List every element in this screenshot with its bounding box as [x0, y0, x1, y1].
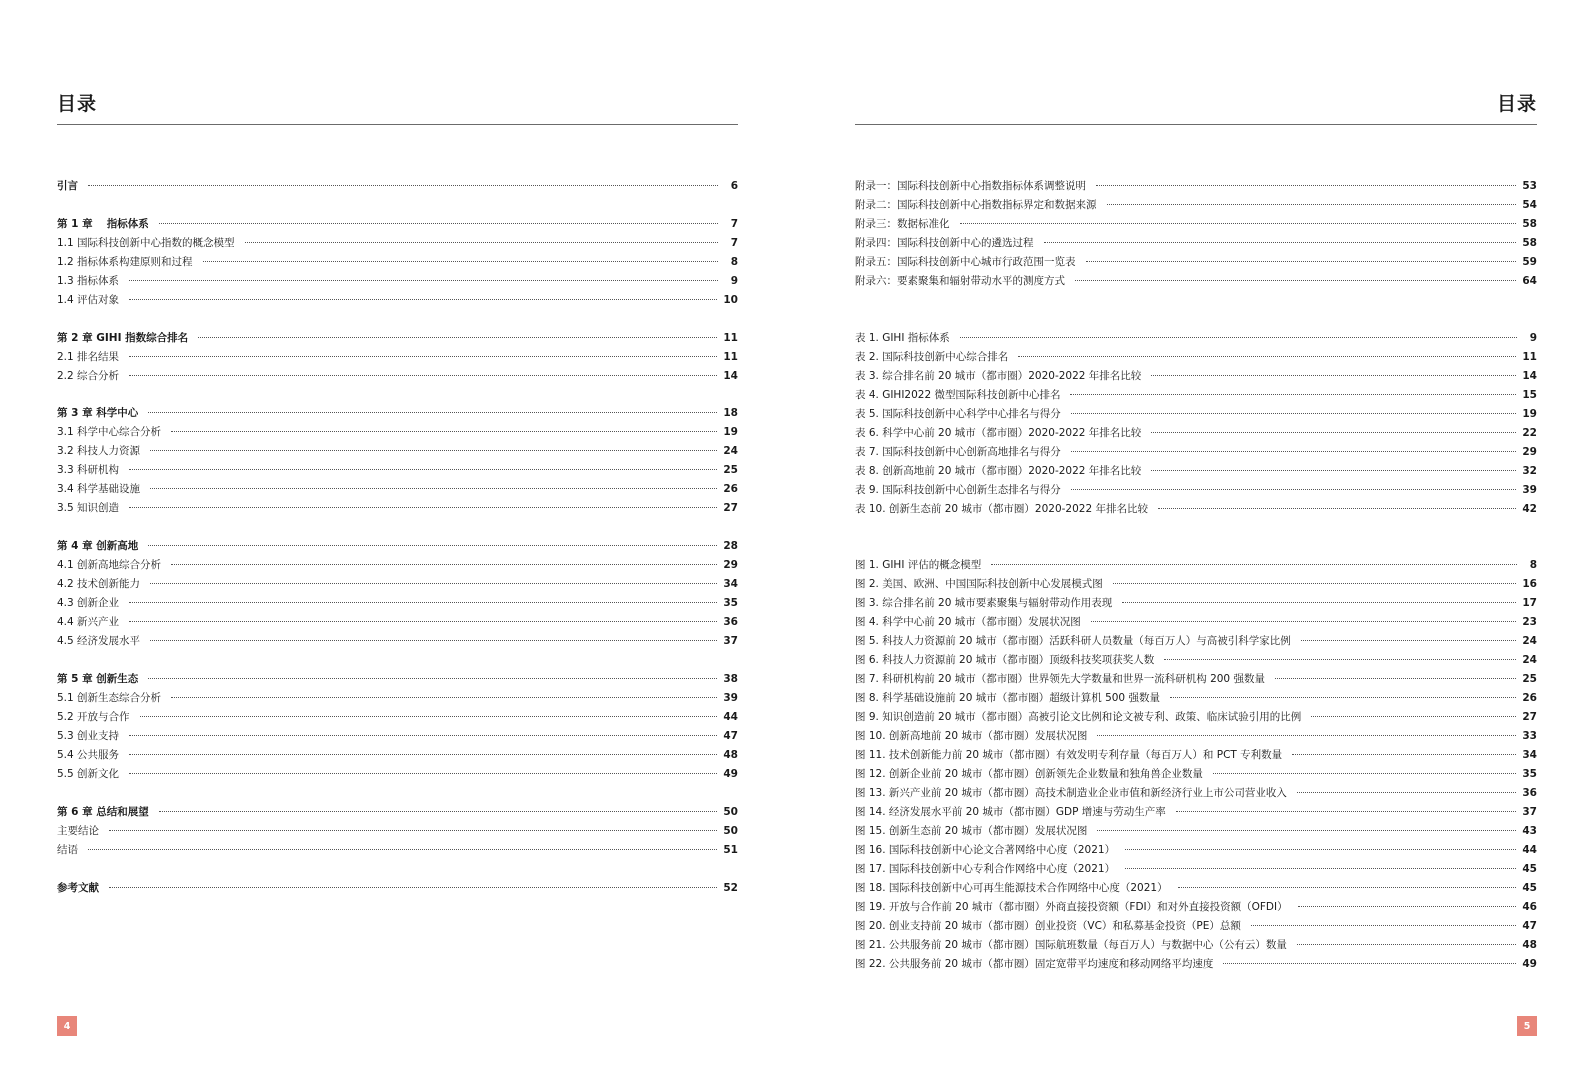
dot-leader — [129, 280, 718, 281]
toc-entry-page-number: 58 — [1522, 218, 1537, 230]
dot-leader — [129, 469, 717, 470]
dot-leader — [1044, 242, 1517, 243]
dot-leader — [159, 223, 718, 224]
toc-entry[interactable] — [57, 253, 738, 272]
toc-entry-page-number: 59 — [1522, 256, 1537, 268]
toc-entry-page-number: 14 — [1522, 369, 1537, 382]
toc-entry[interactable] — [57, 423, 738, 442]
toc-entry-page-number: 39 — [1522, 483, 1537, 496]
dot-leader — [171, 697, 717, 698]
toc-entry-page-number: 36 — [723, 616, 738, 629]
dot-leader — [129, 621, 717, 622]
toc-entry-page-number: 8 — [730, 255, 738, 268]
dot-leader — [148, 678, 717, 679]
toc-entry[interactable] — [57, 765, 738, 784]
toc-entry-label: 5.5 创新文化 — [57, 767, 120, 780]
toc-entry-page-number: 17 — [1522, 597, 1537, 610]
toc-entry-page-number: 11 — [723, 350, 738, 363]
dot-leader — [1292, 754, 1516, 755]
toc-entry-label: 第 2 章 GIHI 指数综合排名 — [57, 331, 189, 344]
toc-entry-label: 4.5 经济发展水平 — [57, 635, 141, 648]
toc-entry-label: 附录四：国际科技创新中心的遴选过程 — [855, 237, 1034, 249]
toc-entry-label: 表 1. GIHI 指标体系 — [855, 331, 950, 344]
toc-entry-page-number: 23 — [1522, 616, 1537, 629]
toc-entry[interactable] — [57, 575, 738, 594]
toc-entry[interactable] — [855, 670, 1537, 689]
toc-entry-page-number: 54 — [1522, 199, 1537, 211]
toc-entry-page-number: 52 — [723, 881, 738, 894]
dot-leader — [129, 375, 717, 376]
toc-entry-page-number: 53 — [1522, 180, 1537, 192]
title-divider — [57, 124, 738, 125]
dot-leader — [1107, 204, 1517, 205]
toc-entry-label: 表 3. 综合排名前 20 城市（都市圈）2020-2022 年排名比较 — [855, 369, 1142, 382]
group-spacer — [57, 651, 738, 670]
toc-entry-page-number: 45 — [1522, 882, 1537, 895]
toc-entry[interactable] — [855, 613, 1537, 632]
toc-entry-label: 表 10. 创新生态前 20 城市（都市圈）2020-2022 年排名比较 — [855, 502, 1148, 515]
toc-entry[interactable] — [855, 708, 1537, 727]
toc-entry-label: 附录一：国际科技创新中心指数指标体系调整说明 — [855, 180, 1086, 192]
toc-entry-page-number: 38 — [723, 672, 738, 685]
toc-entry[interactable] — [57, 499, 738, 518]
toc-entry-label: 图 18. 国际科技创新中心可再生能源技术合作网络中心度（2021） — [855, 882, 1168, 895]
toc-entry-page-number: 16 — [1522, 578, 1537, 591]
toc-entry-label: 附录六：要素聚集和辐射带动水平的测度方式 — [855, 275, 1065, 287]
dot-leader — [1125, 849, 1516, 850]
toc-entry-label: 图 6. 科技人力资源前 20 城市（都市圈）顶级科技奖项获奖人数 — [855, 654, 1155, 667]
toc-entry[interactable] — [57, 367, 738, 386]
dot-leader — [1122, 602, 1516, 603]
toc-entry[interactable] — [855, 367, 1537, 386]
toc-entry[interactable] — [855, 746, 1537, 765]
dot-leader — [159, 811, 718, 812]
toc-entry-label: 表 7. 国际科技创新中心创新高地排名与得分 — [855, 445, 1061, 458]
toc-entry-label: 3.5 知识创造 — [57, 502, 120, 515]
toc-heading-entry[interactable] — [57, 537, 738, 556]
toc-entry-page-number: 45 — [1522, 863, 1537, 876]
dot-leader — [1113, 583, 1517, 584]
toc-entry-label: 4.3 创新企业 — [57, 597, 120, 610]
toc-entry-page-number: 35 — [723, 597, 738, 610]
dot-leader — [1297, 792, 1516, 793]
toc-entry-label: 表 8. 创新高地前 20 城市（都市圈）2020-2022 年排名比较 — [855, 464, 1142, 477]
toc-entry-page-number: 50 — [723, 805, 738, 818]
toc-entry[interactable] — [57, 727, 738, 746]
toc-entry-label: 图 19. 开放与合作前 20 城市（都市圈）外商直接投资额（FDI）和对外直接投资额（OFDI） — [855, 901, 1288, 914]
dot-leader — [109, 830, 717, 831]
group-spacer — [57, 310, 738, 329]
toc-entry-label: 图 7. 科研机构前 20 城市（都市圈）世界领先大学数量和世界一流科研机构 200 强数量 — [855, 673, 1265, 686]
toc-entry[interactable] — [855, 822, 1537, 841]
group-spacer — [855, 291, 1537, 329]
dot-leader — [129, 602, 717, 603]
dot-leader — [171, 564, 717, 565]
toc-entry-label: 图 20. 创业支持前 20 城市（都市圈）创业投资（VC）和私募基金投资（PE）总额 — [855, 920, 1241, 933]
toc-entry-page-number: 6 — [730, 180, 738, 192]
dot-leader — [129, 773, 717, 774]
toc-entry-label: 表 9. 国际科技创新中心创新生态排名与得分 — [855, 483, 1061, 496]
toc-entry-label: 图 17. 国际科技创新中心专利合作网络中心度（2021） — [855, 863, 1116, 876]
dot-leader — [1176, 811, 1517, 812]
toc-entry-page-number: 27 — [1522, 711, 1537, 724]
dot-leader — [245, 242, 718, 243]
dot-leader — [1151, 432, 1516, 433]
toc-entry-label: 2.1 排名结果 — [57, 350, 120, 363]
dot-leader — [88, 185, 718, 186]
toc-entry-page-number: 18 — [723, 407, 738, 420]
dot-leader — [148, 412, 717, 413]
toc-entry[interactable] — [855, 177, 1537, 196]
toc-entry-label: 图 1. GIHI 评估的概念模型 — [855, 559, 982, 572]
toc-entry-label: 图 5. 科技人力资源前 20 城市（都市圈）活跃科研人员数量（每百万人）与高被引科学家比例 — [855, 635, 1291, 648]
toc-entry-label: 附录三：数据标准化 — [855, 218, 950, 230]
toc-entry-label: 主要结论 — [57, 824, 99, 837]
toc-entry[interactable] — [855, 443, 1537, 462]
toc-entry-label: 第 6 章 总结和展望 — [57, 805, 149, 818]
dot-leader — [1086, 261, 1517, 262]
dot-leader — [109, 887, 717, 888]
toc-entry-label: 1.1 国际科技创新中心指数的概念模型 — [57, 236, 235, 249]
dot-leader — [1223, 963, 1516, 964]
toc-entry-label: 5.2 开放与合作 — [57, 710, 130, 723]
toc-entry-page-number: 22 — [1522, 426, 1537, 439]
toc-entry-label: 图 2. 美国、欧洲、中国国际科技创新中心发展模式图 — [855, 578, 1103, 591]
toc-entry[interactable] — [855, 253, 1537, 272]
toc-entry[interactable] — [855, 955, 1537, 974]
toc-entry-page-number: 26 — [1522, 692, 1537, 705]
toc-entry-label: 第 4 章 创新高地 — [57, 540, 139, 553]
toc-entry-page-number: 34 — [1522, 749, 1537, 762]
toc-entry[interactable] — [57, 461, 738, 480]
dot-leader — [1018, 356, 1516, 357]
toc-entry-label: 1.2 指标体系构建原则和过程 — [57, 255, 193, 268]
toc-heading-entry[interactable] — [57, 670, 738, 689]
toc-entry[interactable] — [855, 632, 1537, 651]
toc-entry-page-number: 47 — [1522, 920, 1537, 933]
dot-leader — [88, 849, 717, 850]
toc-entry-label: 5.1 创新生态综合分析 — [57, 691, 162, 704]
table-of-contents — [57, 177, 738, 898]
toc-entry-page-number: 7 — [730, 236, 738, 249]
toc-entry[interactable] — [855, 405, 1537, 424]
dot-leader — [1311, 716, 1516, 717]
toc-entry[interactable] — [57, 689, 738, 708]
toc-entry[interactable] — [57, 556, 738, 575]
toc-entry-page-number: 33 — [1522, 730, 1537, 743]
toc-entry-label: 2.2 综合分析 — [57, 369, 120, 382]
toc-entry-label: 第 5 章 创新生态 — [57, 672, 139, 685]
toc-entry[interactable] — [57, 480, 738, 499]
dot-leader — [1151, 470, 1516, 471]
toc-entry[interactable] — [855, 462, 1537, 481]
toc-entry[interactable] — [855, 215, 1537, 234]
toc-entry[interactable] — [855, 784, 1537, 803]
toc-entry[interactable] — [855, 898, 1537, 917]
toc-entry[interactable] — [855, 651, 1537, 670]
dot-leader — [129, 299, 717, 300]
toc-entry[interactable] — [855, 556, 1537, 575]
toc-entry[interactable] — [57, 348, 738, 367]
page-title: 目录 — [57, 93, 98, 115]
toc-entry-page-number: 19 — [1522, 407, 1537, 420]
dot-leader — [1071, 451, 1517, 452]
toc-entry-label: 图 8. 科学基础设施前 20 城市（都市圈）超级计算机 500 强数量 — [855, 692, 1160, 705]
dot-leader — [198, 337, 717, 338]
dot-leader — [171, 431, 717, 432]
toc-entry-label: 图 4. 科学中心前 20 城市（都市圈）发展状况图 — [855, 616, 1081, 629]
toc-entry[interactable] — [855, 386, 1537, 405]
dot-leader — [150, 583, 717, 584]
toc-entry-page-number: 50 — [723, 824, 738, 837]
toc-heading-entry[interactable] — [57, 177, 738, 196]
toc-entry[interactable] — [855, 196, 1537, 215]
toc-entry-page-number: 37 — [1522, 806, 1537, 819]
toc-entry-page-number: 32 — [1522, 464, 1537, 477]
toc-entry-page-number: 15 — [1522, 388, 1537, 401]
dot-leader — [203, 261, 718, 262]
dot-leader — [129, 356, 717, 357]
toc-entry[interactable] — [57, 272, 738, 291]
toc-entry-page-number: 11 — [723, 331, 738, 344]
dot-leader — [1151, 375, 1516, 376]
toc-entry-page-number: 25 — [1522, 673, 1537, 686]
toc-entry-label: 5.4 公共服务 — [57, 748, 120, 761]
toc-entry[interactable] — [855, 594, 1537, 613]
toc-entry[interactable] — [855, 841, 1537, 860]
toc-entry-label: 图 22. 公共服务前 20 城市（都市圈）固定宽带平均速度和移动网络平均速度 — [855, 958, 1214, 971]
toc-entry-label: 3.1 科学中心综合分析 — [57, 426, 162, 439]
toc-entry-page-number: 26 — [723, 483, 738, 496]
group-spacer — [57, 784, 738, 803]
toc-entry-label: 3.2 科技人力资源 — [57, 445, 141, 458]
toc-entry-label: 图 11. 技术创新能力前 20 城市（都市圈）有效发明专利存量（每百万人）和 PCT 专利数量 — [855, 749, 1283, 762]
toc-entry[interactable] — [855, 860, 1537, 879]
dot-leader — [1097, 735, 1516, 736]
toc-heading-entry[interactable] — [57, 404, 738, 423]
page-number-badge: 4 — [57, 1016, 77, 1036]
toc-heading-entry[interactable] — [57, 879, 738, 898]
dot-leader — [1158, 508, 1516, 509]
toc-entry-page-number: 47 — [723, 729, 738, 742]
dot-leader — [1170, 697, 1516, 698]
dot-leader — [129, 507, 717, 508]
toc-entry-label: 图 21. 公共服务前 20 城市（都市圈）国际航班数量（每百万人）与数据中心（公有云）数量 — [855, 939, 1287, 952]
toc-entry-page-number: 58 — [1522, 237, 1537, 249]
dot-leader — [1275, 678, 1516, 679]
toc-entry-page-number: 49 — [723, 767, 738, 780]
toc-entry-page-number: 48 — [1522, 939, 1537, 952]
toc-entry[interactable] — [57, 708, 738, 727]
toc-entry-label: 1.4 评估对象 — [57, 293, 120, 306]
toc-entry-label: 表 6. 科学中心前 20 城市（都市圈）2020-2022 年排名比较 — [855, 426, 1142, 439]
toc-entry-label: 引言 — [57, 180, 78, 192]
toc-entry-page-number: 44 — [723, 710, 738, 723]
toc-entry-label: 图 14. 经济发展水平前 20 城市（都市圈）GDP 增速与劳动生产率 — [855, 806, 1166, 819]
toc-entry[interactable] — [57, 594, 738, 613]
toc-entry-label: 表 5. 国际科技创新中心科学中心排名与得分 — [855, 407, 1061, 420]
toc-entry-page-number: 42 — [1522, 502, 1537, 515]
toc-entry-label: 1.3 指标体系 — [57, 274, 120, 287]
toc-entry-page-number: 29 — [1522, 445, 1537, 458]
dot-leader — [960, 223, 1517, 224]
toc-entry[interactable] — [855, 424, 1537, 443]
toc-entry-label: 3.3 科研机构 — [57, 464, 120, 477]
toc-entry-page-number: 35 — [1522, 768, 1537, 781]
dot-leader — [991, 564, 1517, 565]
toc-entry[interactable] — [855, 500, 1537, 519]
toc-entry-page-number: 49 — [1522, 958, 1537, 971]
dot-leader — [129, 754, 717, 755]
toc-entry-page-number: 14 — [723, 369, 738, 382]
dot-leader — [1097, 830, 1516, 831]
toc-entry[interactable] — [57, 291, 738, 310]
group-spacer — [57, 860, 738, 879]
toc-entry[interactable] — [855, 329, 1537, 348]
dot-leader — [1125, 868, 1516, 869]
toc-entry[interactable] — [855, 765, 1537, 784]
dot-leader — [1071, 489, 1517, 490]
dot-leader — [129, 735, 717, 736]
toc-entry[interactable] — [855, 917, 1537, 936]
toc-entry-label: 图 12. 创新企业前 20 城市（都市圈）创新领先企业数量和独角兽企业数量 — [855, 768, 1203, 781]
toc-entry-page-number: 24 — [1522, 635, 1537, 648]
toc-entry-label: 表 4. GIHI2022 微型国际科技创新中心排名 — [855, 388, 1061, 401]
toc-entry-label: 图 16. 国际科技创新中心论文合著网络中心度（2021） — [855, 844, 1116, 857]
toc-entry-page-number: 29 — [723, 559, 738, 572]
dot-leader — [1213, 773, 1516, 774]
toc-entry[interactable] — [855, 575, 1537, 594]
toc-entry-page-number: 8 — [1529, 559, 1537, 572]
toc-entry-page-number: 28 — [723, 540, 738, 553]
toc-entry[interactable] — [57, 632, 738, 651]
toc-entry-label: 4.4 新兴产业 — [57, 616, 120, 629]
toc-entry[interactable] — [57, 234, 738, 253]
toc-entry[interactable] — [57, 442, 738, 461]
dot-leader — [150, 640, 717, 641]
left-page — [57, 0, 738, 1077]
page-number-badge: 5 — [1517, 1016, 1537, 1036]
toc-entry-label: 表 2. 国际科技创新中心综合排名 — [855, 350, 1009, 363]
toc-entry-label: 第 3 章 科学中心 — [57, 407, 139, 420]
toc-entry-page-number: 9 — [1529, 331, 1537, 344]
dot-leader — [1075, 280, 1516, 281]
toc-entry-label: 参考文献 — [57, 881, 99, 894]
group-spacer — [855, 519, 1537, 557]
right-page — [855, 0, 1537, 1077]
toc-entry[interactable] — [57, 746, 738, 765]
toc-entry-page-number: 24 — [723, 445, 738, 458]
toc-entry-label: 第 1 章 指标体系 — [57, 217, 149, 230]
dot-leader — [960, 337, 1517, 338]
toc-entry-label: 3.4 科学基础设施 — [57, 483, 141, 496]
toc-entry-page-number: 10 — [723, 293, 738, 306]
toc-entry-page-number: 36 — [1522, 787, 1537, 800]
toc-entry[interactable] — [855, 348, 1537, 367]
toc-entry-page-number: 27 — [723, 502, 738, 515]
dot-leader — [150, 488, 717, 489]
toc-entry-page-number: 19 — [723, 426, 738, 439]
toc-entry-label: 图 13. 新兴产业前 20 城市（都市圈）高技术制造业企业市值和新经济行业上市公司营业收入 — [855, 787, 1287, 800]
toc-entry-page-number: 43 — [1522, 825, 1537, 838]
toc-heading-entry[interactable] — [57, 329, 738, 348]
group-spacer — [57, 386, 738, 405]
toc-entry-page-number: 7 — [730, 217, 738, 230]
dot-leader — [1298, 906, 1517, 907]
list-of-appendices-tables-figures — [855, 177, 1537, 974]
dot-leader — [148, 545, 717, 546]
toc-entry-page-number: 9 — [730, 274, 738, 287]
dot-leader — [150, 450, 717, 451]
toc-entry-label: 4.1 创新高地综合分析 — [57, 559, 162, 572]
toc-entry[interactable] — [57, 841, 738, 860]
toc-entry[interactable] — [855, 481, 1537, 500]
toc-entry-page-number: 34 — [723, 578, 738, 591]
dot-leader — [1178, 887, 1517, 888]
toc-entry-label: 图 9. 知识创造前 20 城市（都市圈）高被引论文比例和论文被专利、政策、临床试验引用的比例 — [855, 711, 1302, 724]
toc-entry[interactable] — [57, 822, 738, 841]
dot-leader — [1096, 185, 1516, 186]
toc-heading-entry[interactable] — [57, 803, 738, 822]
title-divider — [855, 124, 1537, 125]
toc-entry-label: 结语 — [57, 843, 78, 856]
dot-leader — [140, 716, 718, 717]
toc-heading-entry[interactable] — [57, 215, 738, 234]
toc-entry-label: 附录二：国际科技创新中心指数指标界定和数据来源 — [855, 199, 1097, 211]
toc-entry[interactable] — [855, 936, 1537, 955]
toc-entry-page-number: 51 — [723, 843, 738, 856]
toc-entry-page-number: 11 — [1522, 350, 1537, 363]
toc-entry-label: 附录五：国际科技创新中心城市行政范围一览表 — [855, 256, 1076, 268]
toc-entry-page-number: 64 — [1522, 275, 1537, 287]
dot-leader — [1070, 394, 1516, 395]
toc-entry[interactable] — [855, 689, 1537, 708]
page-title: 目录 — [1496, 93, 1537, 115]
toc-entry[interactable] — [57, 613, 738, 632]
toc-entry-page-number: 25 — [723, 464, 738, 477]
toc-entry-label: 4.2 技术创新能力 — [57, 578, 141, 591]
toc-entry[interactable] — [855, 272, 1537, 291]
toc-entry-page-number: 24 — [1522, 654, 1537, 667]
dot-leader — [1301, 640, 1517, 641]
toc-entry[interactable] — [855, 879, 1537, 898]
toc-entry-label: 图 3. 综合排名前 20 城市要素聚集与辐射带动作用表现 — [855, 597, 1113, 610]
dot-leader — [1091, 621, 1517, 622]
dot-leader — [1164, 659, 1516, 660]
toc-entry-page-number: 48 — [723, 748, 738, 761]
toc-entry-label: 图 10. 创新高地前 20 城市（都市圈）发展状况图 — [855, 730, 1088, 743]
toc-entry[interactable] — [855, 234, 1537, 253]
group-spacer — [57, 196, 738, 215]
dot-leader — [1251, 925, 1516, 926]
toc-entry[interactable] — [855, 727, 1537, 746]
toc-entry[interactable] — [855, 803, 1537, 822]
group-spacer — [57, 518, 738, 537]
toc-entry-label: 图 15. 创新生态前 20 城市（都市圈）发展状况图 — [855, 825, 1088, 838]
toc-entry-page-number: 46 — [1522, 901, 1537, 914]
dot-leader — [1071, 413, 1517, 414]
toc-entry-label: 5.3 创业支持 — [57, 729, 120, 742]
dot-leader — [1297, 944, 1516, 945]
toc-entry-page-number: 44 — [1522, 844, 1537, 857]
toc-entry-page-number: 39 — [723, 691, 738, 704]
toc-entry-page-number: 37 — [723, 635, 738, 648]
